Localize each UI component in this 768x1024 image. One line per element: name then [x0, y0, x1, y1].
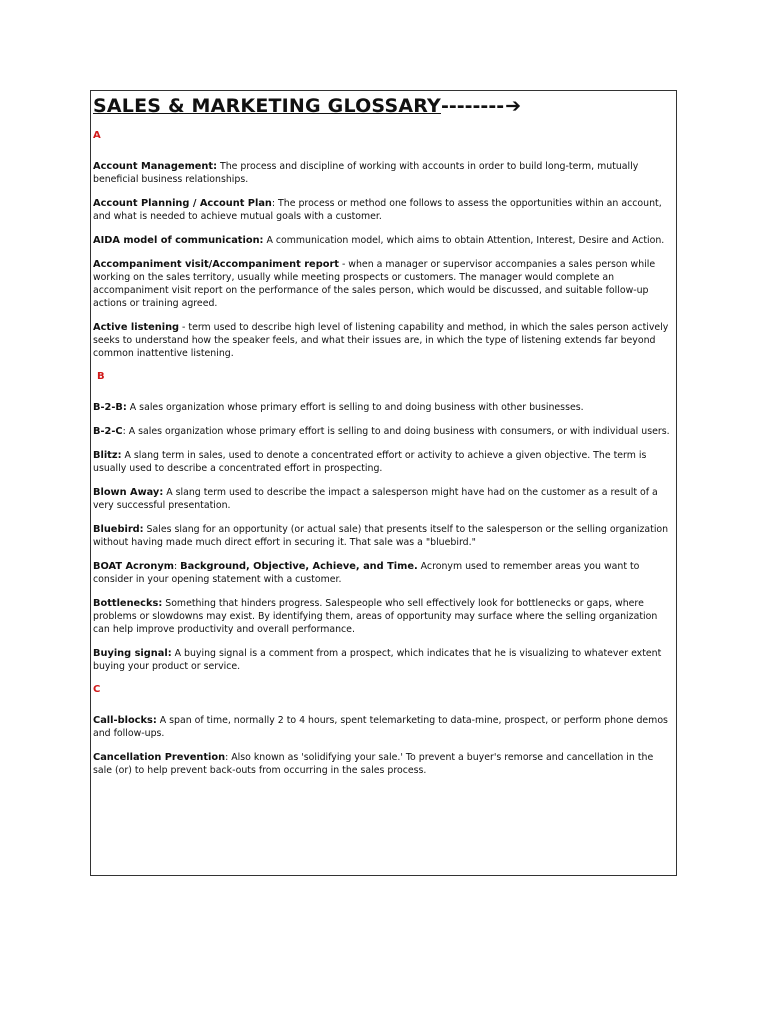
entry-term: B-2-B: [93, 402, 127, 413]
glossary-entry [93, 321, 670, 360]
glossary-entry [93, 425, 670, 438]
entry-definition: Sales slang for an opportunity (or actual sale) that presents itself to the salesperson or the selling organization without having made much direct effort in securing it. That sale was a "bluebird." [93, 524, 669, 548]
entry-term: Call-blocks: [93, 715, 157, 726]
entry-term: BOAT Acronym [93, 561, 174, 572]
entry-definition: A slang term in sales, used to denote a concentrated effort or activity to achieve a given objective. The term is usually used to describe a concentrated effort in prospecting. [93, 450, 647, 474]
entry-term-expansion: Background, Objective, Achieve, and Time. [180, 561, 418, 572]
entry-definition: Acronym used to remember areas you want to consider in your opening statement with a customer. [93, 561, 640, 585]
glossary-entry [93, 449, 670, 475]
entry-term: Account Planning / Account Plan [93, 198, 272, 209]
entry-term: Blown Away: [93, 487, 164, 498]
entry-term: Buying signal: [93, 648, 172, 659]
entry-term: AIDA model of communication: [93, 235, 264, 246]
entry-term: B-2-C [93, 426, 123, 437]
entry-term: Account Management: [93, 161, 218, 172]
entry-term: Cancellation Prevention [93, 752, 226, 763]
entry-term: Bottlenecks: [93, 598, 163, 609]
entry-definition: A slang term used to describe the impact a salesperson might have had on the customer as a result of a very successful presentation. [93, 487, 658, 511]
section-letter-c: C [93, 684, 101, 695]
section-letter-a: A [93, 130, 101, 141]
entry-term: Bluebird: [93, 524, 144, 535]
glossary-entry [93, 751, 670, 777]
entry-definition: - term used to describe high level of listening capability and method, in which the sales person actively seeks to understand how the speaker feels, and what their issues are, in which the type of listening extends far beyond common inattentive listening. [93, 322, 669, 359]
entry-definition: A span of time, normally 2 to 4 hours, spent telemarketing to data-mine, prospect, or perform phone demos and follow-ups. [93, 715, 668, 739]
glossary-entry [93, 401, 670, 414]
entry-definition: A sales organization whose primary effort is selling to and doing business with other businesses. [126, 402, 584, 413]
glossary-entry [93, 714, 670, 740]
entry-definition: : A sales organization whose primary effort is selling to and doing business with consumers, or with individual users. [122, 426, 670, 437]
glossary-entry [93, 597, 670, 636]
title-text: SALES & MARKETING GLOSSARY [93, 95, 441, 117]
entry-term: Accompaniment visit/Accompaniment report [93, 259, 339, 270]
glossary-entry [93, 523, 670, 549]
entry-definition: : The process or method one follows to assess the opportunities within an account, and what is needed to achieve mutual goals with a customer. [93, 198, 662, 222]
entry-colon: : [173, 561, 181, 572]
entry-term: Blitz: [93, 450, 122, 461]
entry-definition: A buying signal is a comment from a prospect, which indicates that he is visualizing to whatever extent buying your product or service. [93, 648, 662, 672]
glossary-document [90, 90, 677, 876]
glossary-entry [93, 197, 670, 223]
entry-term: Active listening [93, 322, 180, 333]
glossary-entry [93, 647, 670, 673]
entry-definition: The process and discipline of working with accounts in order to build long-term, mutually beneficial business relationships. [93, 161, 639, 185]
section-letter-b: B [97, 371, 105, 382]
entry-definition: A communication model, which aims to obtain Attention, Interest, Desire and Action. [263, 235, 665, 246]
entry-definition: : Also known as 'solidifying your sale.' To prevent a buyer's remorse and cancellation in the sale (or) to help prevent back-outs from occurring in the sales process. [93, 752, 654, 776]
page-title [93, 95, 670, 117]
glossary-entry-boat [93, 560, 670, 586]
glossary-entry [93, 258, 670, 310]
title-dashes: -------- [441, 95, 505, 117]
entry-definition: Something that hinders progress. Salespeople who sell effectively look for bottlenecks or gaps, where problems or slowdowns may exist. By identifying them, areas of opportunity may surface where the selling organization can help improve productivity and overall performance. [93, 598, 658, 635]
entry-definition: - when a manager or supervisor accompanies a sales person while working on the sales territory, usually while meeting prospects or customers. The manager would complete an accompaniment visit report on the performance of the sales person, which would be discussed, and suitable follow-up actions or training agreed. [93, 259, 656, 309]
glossary-entry [93, 234, 670, 247]
glossary-entry [93, 160, 670, 186]
right-arrow-icon: ➔ [505, 95, 522, 117]
glossary-entry [93, 486, 670, 512]
